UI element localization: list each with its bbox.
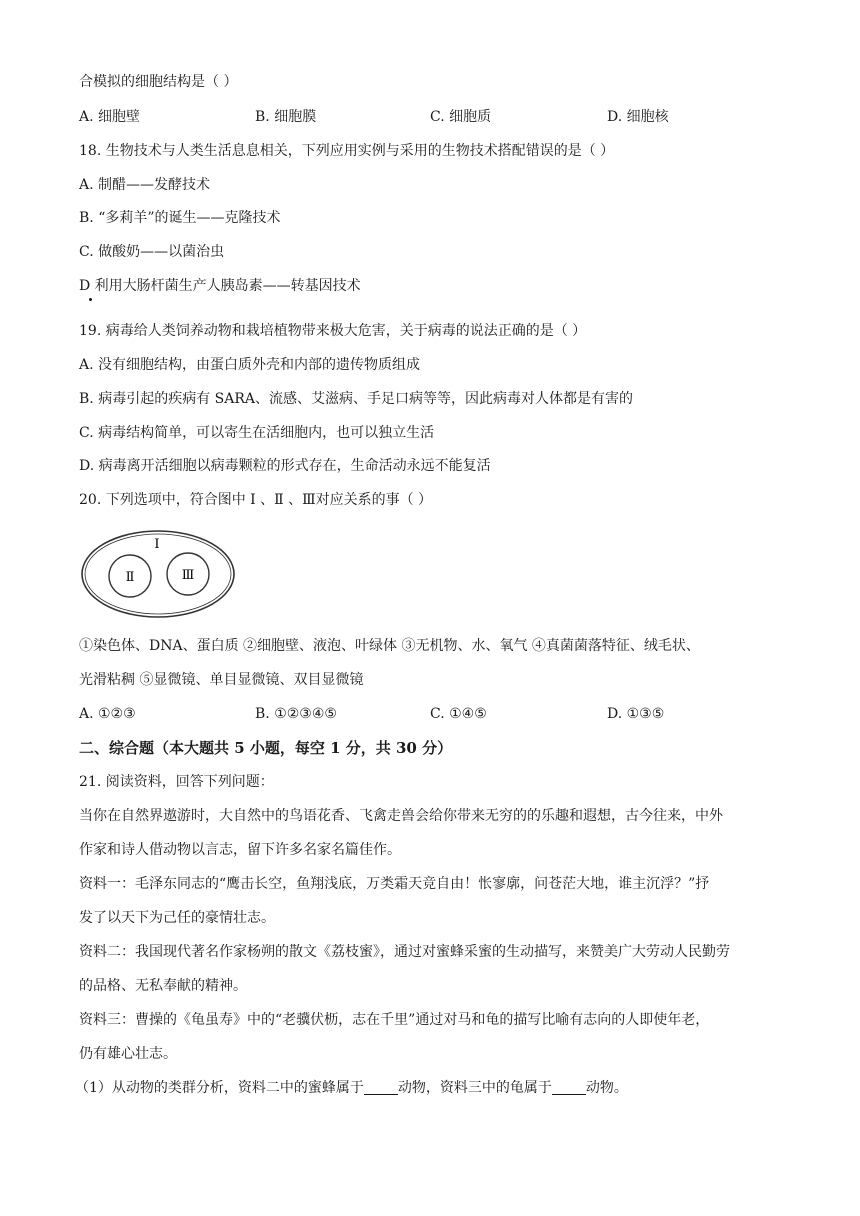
q18-option-d: D 利用大肠杆菌生产人胰岛素——转基因技术: [79, 278, 361, 294]
sub1-text-b: 动物，资料三中的龟属于: [397, 1080, 552, 1096]
q18-option-c: C. 做酸奶——以菌治虫: [79, 244, 225, 260]
q20-option-a: A. ①②③: [79, 706, 136, 722]
q21-intro-line1: 当你在自然界遨游时，大自然中的鸟语花香、飞禽走兽会给你带来无穷的的乐趣和遐想，古今往来，中外: [79, 808, 723, 824]
q19-option-d: D. 病毒离开活细胞以病毒颗粒的形式存在，生命活动永远不能复活: [79, 458, 491, 474]
q18-stem: 18. 生物技术与人类生活息息相关，下列应用实例与采用的生物技术搭配错误的是（ ）: [79, 143, 615, 159]
q21-subquestion-1: [75, 1078, 628, 1098]
q17-option-d: D. 细胞核: [607, 109, 669, 125]
label-right: Ⅲ: [181, 568, 195, 583]
q18-option-b: B. “多莉羊”的诞生——克隆技术: [79, 210, 281, 226]
q20-items-line1: ①染色体、DNA、蛋白质 ②细胞壁、液泡、叶绿体 ③无机物、水、氧气 ④真菌菌落特征、绒毛状、: [79, 638, 700, 654]
q20-option-c: C. ①④⑤: [430, 706, 487, 722]
q20-option-b: B. ①②③④⑤: [255, 706, 337, 722]
q17-option-c: C. 细胞质: [430, 109, 492, 125]
label-outer: Ⅰ: [154, 537, 160, 552]
q21-material1-line1: 资料一：毛泽东同志的“鹰击长空，鱼翔浅底，万类霜天竞自由！怅寥廓，问苍茫大地，谁主沉浮？”抒: [79, 876, 710, 892]
q19-stem: 19. 病毒给人类饲养动物和栽培植物带来极大危害，关于病毒的说法正确的是（ ）: [79, 323, 587, 339]
q19-option-c: C. 病毒结构简单，可以寄生在活细胞内，也可以独立生活: [79, 425, 435, 441]
answer-blank-1[interactable]: [364, 1080, 398, 1095]
q17-stem-tail: 合模拟的细胞结构是（ ）: [79, 74, 238, 90]
stray-dot: [89, 298, 92, 301]
answer-blank-2[interactable]: [552, 1080, 586, 1095]
q20-stem: 20. 下列选项中，符合图中 Ⅰ 、Ⅱ 、Ⅲ对应关系的事（ ）: [79, 492, 433, 508]
q21-stem: 21. 阅读资料，回答下列问题：: [79, 774, 274, 790]
q21-material2-line2: 的品格、无私奉献的精神。: [79, 978, 247, 994]
q21-intro-line2: 作家和诗人借动物以言志，留下许多名家名篇佳作。: [79, 842, 401, 858]
section-heading: 二、综合题（本大题共 5 小题，每空 1 分，共 30 分）: [79, 739, 453, 757]
q17-option-a: A. 细胞壁: [79, 109, 141, 125]
q21-material3-line1: 资料三：曹操的《龟虽寿》中的“老骥伏枥，志在千里”通过对马和龟的描写比喻有志向的人即使年老，: [79, 1012, 710, 1028]
q20-items-line2: 光滑粘稠 ⑤显微镜、单目显微镜、双目显微镜: [79, 672, 364, 688]
q21-material1-line2: 发了以天下为己任的豪情壮志。: [79, 910, 275, 926]
q21-material3-line2: 仍有雄心壮志。: [79, 1046, 177, 1062]
q19-option-b: B. 病毒引起的疾病有 SARA、流感、艾滋病、手足口病等等，因此病毒对人体都是有害的: [79, 391, 633, 407]
q18-option-a: A. 制醋——发酵技术: [79, 177, 211, 193]
label-left: Ⅱ: [125, 570, 135, 585]
sub1-text-a: （1）从动物的类群分析，资料二中的蜜蜂属于: [75, 1080, 364, 1096]
sub1-text-c: 动物。: [585, 1080, 628, 1096]
q17-option-b: B. 细胞膜: [255, 109, 317, 125]
q19-option-a: A. 没有细胞结构，由蛋白质外壳和内部的遗传物质组成: [79, 357, 421, 373]
q21-material2-line1: 资料二：我国现代著名作家杨朔的散文《荔枝蜜》，通过对蜜蜂采蜜的生动描写，来赞美广大劳动人民勤劳: [79, 944, 730, 960]
venn-diagram: [80, 528, 240, 620]
q20-option-d: D. ①③⑤: [607, 706, 665, 722]
